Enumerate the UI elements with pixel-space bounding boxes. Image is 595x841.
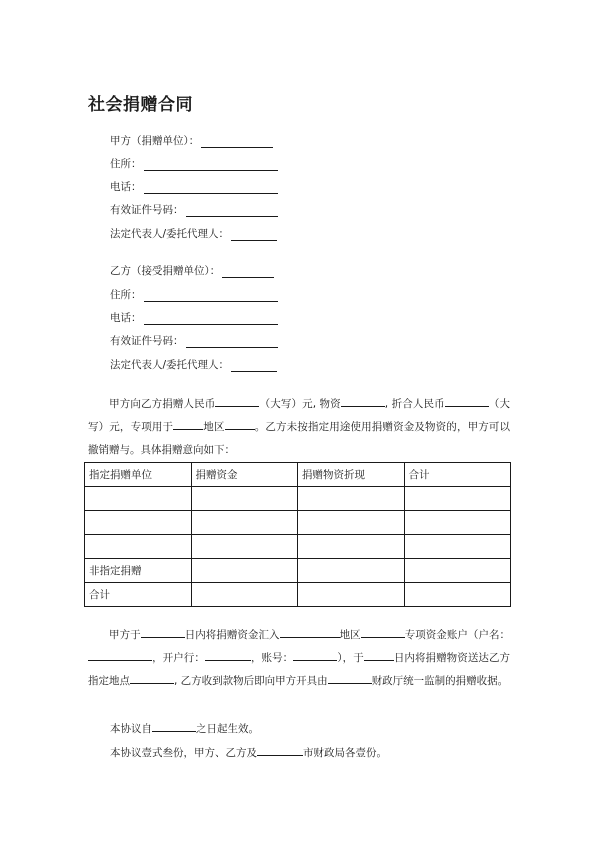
party-b-rep-label: 法定代表人/委托代理人： xyxy=(110,359,230,371)
party-a-address-blank[interactable] xyxy=(144,159,278,171)
table-row xyxy=(85,559,511,583)
table-cell[interactable] xyxy=(191,583,298,607)
finance-dept-blank[interactable] xyxy=(328,672,372,684)
party-b-id-field xyxy=(110,334,278,348)
table-cell[interactable] xyxy=(298,583,405,607)
party-b-heading: 乙方（接受捐赠单位）： xyxy=(110,265,221,277)
party-b-name-blank[interactable] xyxy=(222,266,274,278)
transfer-text-2: 日内将捐赠资金汇入 xyxy=(184,629,280,641)
table-cell[interactable] xyxy=(191,511,298,535)
table-row-label[interactable]: 合计 xyxy=(85,583,192,607)
effective-text-1: 本协议自 xyxy=(110,723,152,735)
transfer-text-9: , 乙方收到款物后即向甲方开具由 xyxy=(174,675,328,687)
party-a-phone-blank[interactable] xyxy=(144,182,278,194)
table-cell[interactable] xyxy=(298,535,405,559)
intro-text-2: （大写）元, 物资 xyxy=(259,398,341,410)
party-a-phone-field xyxy=(110,180,278,194)
transfer-text-5: ，开户行： xyxy=(152,652,205,664)
table-row xyxy=(85,583,511,607)
transfer-text-4: 专项资金账户（户名： xyxy=(404,629,511,641)
table-cell[interactable] xyxy=(404,559,511,583)
transfer-fund-blank[interactable] xyxy=(361,626,405,638)
party-b-address-label: 住所： xyxy=(110,289,142,301)
transfer-days-blank[interactable] xyxy=(141,626,185,638)
table-row xyxy=(85,511,511,535)
bank-blank[interactable] xyxy=(205,649,251,661)
table-header-cell: 指定捐赠单位 xyxy=(85,463,192,487)
party-b-id-blank[interactable] xyxy=(186,336,278,348)
table-cell[interactable] xyxy=(298,511,405,535)
intro-text-6: 。乙方未按指定用途使用捐赠资金及物资的，甲方可以撤销赠与。具体捐赠意向如下： xyxy=(88,421,511,456)
party-a-phone-label: 电话： xyxy=(110,181,142,193)
table-cell[interactable] xyxy=(298,487,405,511)
party-b-phone-label: 电话： xyxy=(110,312,142,324)
city-blank[interactable] xyxy=(257,744,303,756)
copies-text-2: 市财政局各壹份。 xyxy=(303,747,387,759)
table-cell[interactable] xyxy=(404,487,511,511)
transfer-text-3: 地区 xyxy=(339,629,361,641)
region-blank[interactable] xyxy=(225,418,255,430)
party-b-rep-field xyxy=(110,358,277,372)
table-row xyxy=(85,487,511,511)
table-row-label[interactable] xyxy=(85,487,192,511)
goods-blank[interactable] xyxy=(341,395,385,407)
donation-intro-paragraph xyxy=(88,393,510,462)
table-header-cell: 捐赠资金 xyxy=(191,463,298,487)
intro-text-3: , 折合人民币 xyxy=(384,398,445,410)
account-number-blank[interactable] xyxy=(293,649,337,661)
table-header-row xyxy=(85,463,511,487)
table-cell[interactable] xyxy=(298,559,405,583)
table-cell[interactable] xyxy=(404,583,511,607)
amount-rmb-blank[interactable] xyxy=(215,395,259,407)
party-b-rep-blank[interactable] xyxy=(231,360,277,372)
table-row xyxy=(85,535,511,559)
party-b-heading-field xyxy=(110,264,274,278)
party-a-id-field xyxy=(110,203,278,217)
party-a-heading: 甲方（捐赠单位）： xyxy=(110,135,200,147)
party-a-address-label: 住所： xyxy=(110,158,142,170)
effective-date-blank[interactable] xyxy=(152,720,196,732)
purpose-blank[interactable] xyxy=(173,418,203,430)
effective-text-2: 之日起生效。 xyxy=(196,723,259,735)
party-a-rep-label: 法定代表人/委托代理人： xyxy=(110,228,230,240)
party-a-rep-field xyxy=(110,227,277,241)
table-row-label[interactable] xyxy=(85,511,192,535)
table-row-label[interactable]: 非指定捐赠 xyxy=(85,559,192,583)
copies-clause xyxy=(110,744,387,760)
intro-text-5: 地区 xyxy=(203,421,225,433)
table-cell[interactable] xyxy=(404,511,511,535)
table-header-cell: 合计 xyxy=(404,463,511,487)
party-b-phone-blank[interactable] xyxy=(144,313,278,325)
document-title: 社会捐赠合同 xyxy=(88,95,193,115)
table-cell[interactable] xyxy=(191,487,298,511)
copies-text-1: 本协议壹式叁份，甲方、乙方及 xyxy=(110,747,257,759)
party-a-id-blank[interactable] xyxy=(186,205,278,217)
account-name-blank[interactable] xyxy=(88,649,152,661)
party-a-heading-field xyxy=(110,134,273,148)
transfer-text-10: 财政厅统一监制的捐赠收据。 xyxy=(371,675,509,687)
goods-days-blank[interactable] xyxy=(364,649,394,661)
table-cell[interactable] xyxy=(404,535,511,559)
party-b-address-blank[interactable] xyxy=(144,290,278,302)
party-b-address-field xyxy=(110,288,278,302)
goods-value-blank[interactable] xyxy=(445,395,489,407)
party-a-id-label: 有效证件号码： xyxy=(110,204,184,216)
transfer-text-7: ），于 xyxy=(337,652,364,664)
donation-table xyxy=(84,462,511,607)
party-b-id-label: 有效证件号码： xyxy=(110,335,184,347)
transfer-text-1: 甲方于 xyxy=(109,629,141,641)
table-cell[interactable] xyxy=(191,559,298,583)
intro-text-1: 甲方向乙方捐赠人民币 xyxy=(109,398,216,410)
delivery-location-blank[interactable] xyxy=(130,672,174,684)
transfer-region-blank[interactable] xyxy=(280,626,340,638)
party-a-address-field xyxy=(110,157,278,171)
table-header-cell: 捐赠物资折现 xyxy=(298,463,405,487)
party-b-phone-field xyxy=(110,311,278,325)
transfer-text-6: ，账号： xyxy=(250,652,294,664)
table-row-label[interactable] xyxy=(85,535,192,559)
transfer-paragraph xyxy=(88,624,510,693)
transfer-text-8: 日内将捐赠物资送达乙方指定地点 xyxy=(88,652,511,687)
intro-text-4: （大写）元，专项用于 xyxy=(88,398,510,433)
party-a-rep-blank[interactable] xyxy=(231,229,277,241)
effective-clause xyxy=(110,720,259,736)
party-a-name-blank[interactable] xyxy=(201,136,273,148)
table-cell[interactable] xyxy=(191,535,298,559)
